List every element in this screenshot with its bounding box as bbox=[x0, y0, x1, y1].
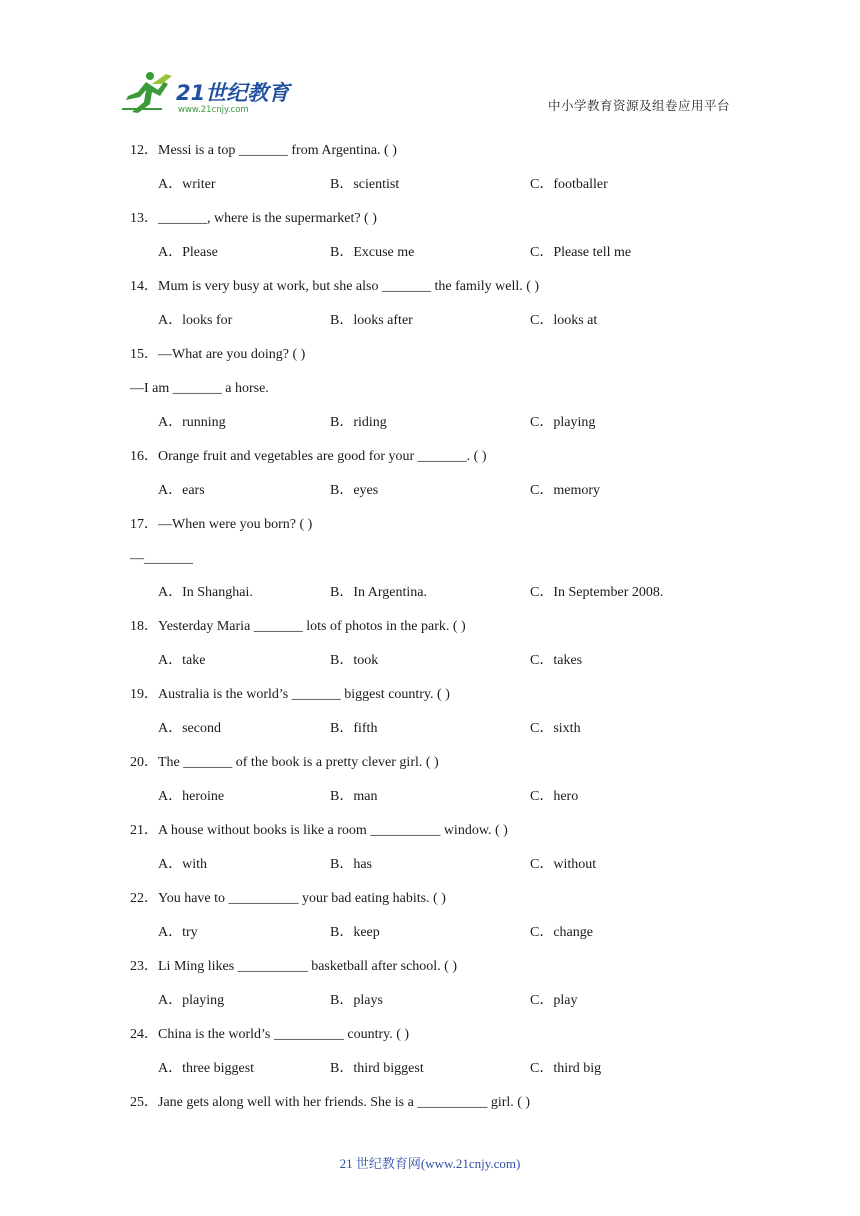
question-stem: 22．You have to __________ your bad eating habits. ( ) bbox=[130, 891, 446, 906]
option-a: A．running bbox=[158, 415, 226, 430]
option-b: B．has bbox=[330, 857, 372, 872]
option-c: C．memory bbox=[530, 483, 600, 498]
option-a: A．ears bbox=[158, 483, 205, 498]
question-stem: 13．_______, where is the supermarket? ( ) bbox=[130, 211, 377, 226]
option-c: C．looks at bbox=[530, 313, 598, 328]
question-stem: 18．Yesterday Maria _______ lots of photos in the park. ( ) bbox=[130, 619, 466, 634]
site-logo bbox=[122, 70, 292, 116]
question-item bbox=[130, 508, 750, 610]
question-stem: 19．Australia is the world’s _______ biggest country. ( ) bbox=[130, 687, 450, 702]
option-row bbox=[130, 304, 750, 338]
option-c: C．hero bbox=[530, 789, 579, 804]
option-a: A．take bbox=[158, 653, 206, 668]
option-row bbox=[130, 1052, 750, 1086]
question-item bbox=[130, 746, 750, 814]
option-b: B．third biggest bbox=[330, 1061, 424, 1076]
question-item bbox=[130, 338, 750, 440]
option-b: B．riding bbox=[330, 415, 387, 430]
option-row bbox=[130, 406, 750, 440]
option-c: C．sixth bbox=[530, 721, 581, 736]
option-b: B．eyes bbox=[330, 483, 379, 498]
question-stem: 21．A house without books is like a room __________ window. ( ) bbox=[130, 823, 508, 838]
question-item bbox=[130, 610, 750, 678]
option-row bbox=[130, 576, 750, 610]
option-a: A．second bbox=[158, 721, 221, 736]
question-stem: 15．—What are you doing? ( ) bbox=[130, 347, 306, 362]
option-b: B．Excuse me bbox=[330, 245, 415, 260]
question-item bbox=[130, 814, 750, 882]
option-a: A．three biggest bbox=[158, 1061, 255, 1076]
question-item bbox=[130, 134, 750, 202]
option-a: A．looks for bbox=[158, 313, 233, 328]
option-c: C．Please tell me bbox=[530, 245, 632, 260]
option-b: B．scientist bbox=[330, 177, 400, 192]
option-b: B．keep bbox=[330, 925, 380, 940]
question-stem: 20．The _______ of the book is a pretty clever girl. ( ) bbox=[130, 755, 439, 770]
option-b: B．man bbox=[330, 789, 378, 804]
question-stem: 17．—When were you born? ( ) bbox=[130, 517, 313, 532]
question-item bbox=[130, 678, 750, 746]
option-row bbox=[130, 168, 750, 202]
question-stem: 16．Orange fruit and vegetables are good for your _______. ( ) bbox=[130, 449, 487, 464]
question-stem-line: —I am _______ a horse. bbox=[130, 381, 269, 396]
option-row bbox=[130, 644, 750, 678]
question-item bbox=[130, 950, 750, 1018]
option-b: B．plays bbox=[330, 993, 383, 1008]
option-c: C．third big bbox=[530, 1061, 602, 1076]
option-c: C．takes bbox=[530, 653, 583, 668]
option-row bbox=[130, 474, 750, 508]
option-row bbox=[130, 848, 750, 882]
option-a: A．with bbox=[158, 857, 207, 872]
question-stem: 24．China is the world’s __________ country. ( ) bbox=[130, 1027, 410, 1042]
question-stem: 14．Mum is very busy at work, but she also _______ the family well. ( ) bbox=[130, 279, 540, 294]
option-row bbox=[130, 236, 750, 270]
platform-title: 中小学教育资源及组卷应用平台 bbox=[547, 98, 730, 113]
option-c: C．playing bbox=[530, 415, 596, 430]
option-b: B．fifth bbox=[330, 721, 378, 736]
option-c: C．change bbox=[530, 925, 593, 940]
option-row bbox=[130, 780, 750, 814]
option-row bbox=[130, 984, 750, 1018]
question-stem: 12．Messi is a top _______ from Argentina. ( ) bbox=[130, 143, 397, 158]
option-a: A．Please bbox=[158, 245, 218, 260]
option-a: A．In Shanghai. bbox=[158, 585, 253, 600]
question-item bbox=[130, 270, 750, 338]
question-item bbox=[130, 1086, 750, 1120]
question-item bbox=[130, 882, 750, 950]
question-list bbox=[130, 134, 750, 1120]
logo-url: www.21cnjy.com bbox=[178, 105, 249, 115]
option-a: A．try bbox=[158, 925, 198, 940]
option-c: C．play bbox=[530, 993, 578, 1008]
question-stem: 25．Jane gets along well with her friends. She is a __________ girl. ( ) bbox=[130, 1095, 531, 1110]
question-stem-line: —_______ bbox=[130, 551, 193, 566]
option-b: B．looks after bbox=[330, 313, 413, 328]
option-a: A．writer bbox=[158, 177, 216, 192]
option-a: A．playing bbox=[158, 993, 225, 1008]
option-c: C．footballer bbox=[530, 177, 608, 192]
footer-source: 21 世纪教育网(www.21cnjy.com) bbox=[339, 1156, 521, 1171]
option-b: B．In Argentina. bbox=[330, 585, 427, 600]
question-stem: 23．Li Ming likes __________ basketball after school. ( ) bbox=[130, 959, 457, 974]
option-a: A．heroine bbox=[158, 789, 225, 804]
option-row bbox=[130, 712, 750, 746]
option-c: C．In September 2008. bbox=[530, 585, 664, 600]
option-c: C．without bbox=[530, 857, 597, 872]
question-item bbox=[130, 440, 750, 508]
logo-text: 21世纪教育 bbox=[176, 81, 290, 105]
option-row bbox=[130, 916, 750, 950]
question-item bbox=[130, 1018, 750, 1086]
question-item bbox=[130, 202, 750, 270]
option-b: B．took bbox=[330, 653, 379, 668]
